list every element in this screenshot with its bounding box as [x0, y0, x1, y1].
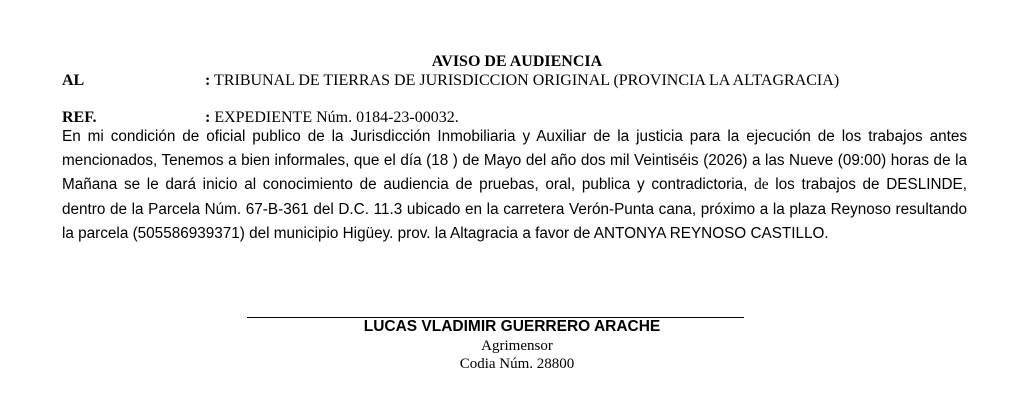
- notice-body: [62, 125, 967, 246]
- reference-value: EXPEDIENTE Núm. 0184-23-00032.: [214, 109, 459, 126]
- reference-label: REF.: [62, 109, 97, 126]
- addressee-label: AL: [62, 72, 85, 89]
- signer-role: Agrimensor: [481, 338, 553, 354]
- reference-colon: :: [205, 109, 211, 126]
- addressee-colon: :: [205, 72, 211, 89]
- body-part-1: En mi condición de oficial publico de la Jurisdicción Inmobiliaria y Auxiliar de la justicia para la ejecución de los trabajos antes mencionados, Tenemos a bien informales, que el día (18 ) de Mayo del año dos mil Veintiséis (2026) a las Nueve (09:00) horas de la Mañana se le dará inicio al conocimiento de audiencia de pruebas, oral, publica y contradictoria,: [62, 128, 967, 194]
- addressee-value: TRIBUNAL DE TIERRAS DE JURISDICCION ORIGINAL (PROVINCIA LA ALTAGRACIA): [214, 72, 840, 89]
- body-part-3: los trabajos de DESLINDE, dentro de la Parcela Núm. 67-B-361 del D.C. 11.3 ubicado en la carretera Verón-Punta cana, próximo a la plaza Reynoso resultando la parcela (505586939371) del municipio Higüey. prov. la Altagracia a favor de ANTONYA REYNOSO CASTILLO.: [62, 176, 968, 242]
- notice-title: AVISO DE AUDIENCIA: [431, 53, 603, 70]
- signer-code: Codia Núm. 28800: [459, 356, 575, 372]
- addressee-value-wrap: [205, 72, 839, 90]
- signer-name: LUCAS VLADIMIR GUERRERO ARACHE: [363, 318, 661, 335]
- body-part-2: de: [754, 176, 769, 194]
